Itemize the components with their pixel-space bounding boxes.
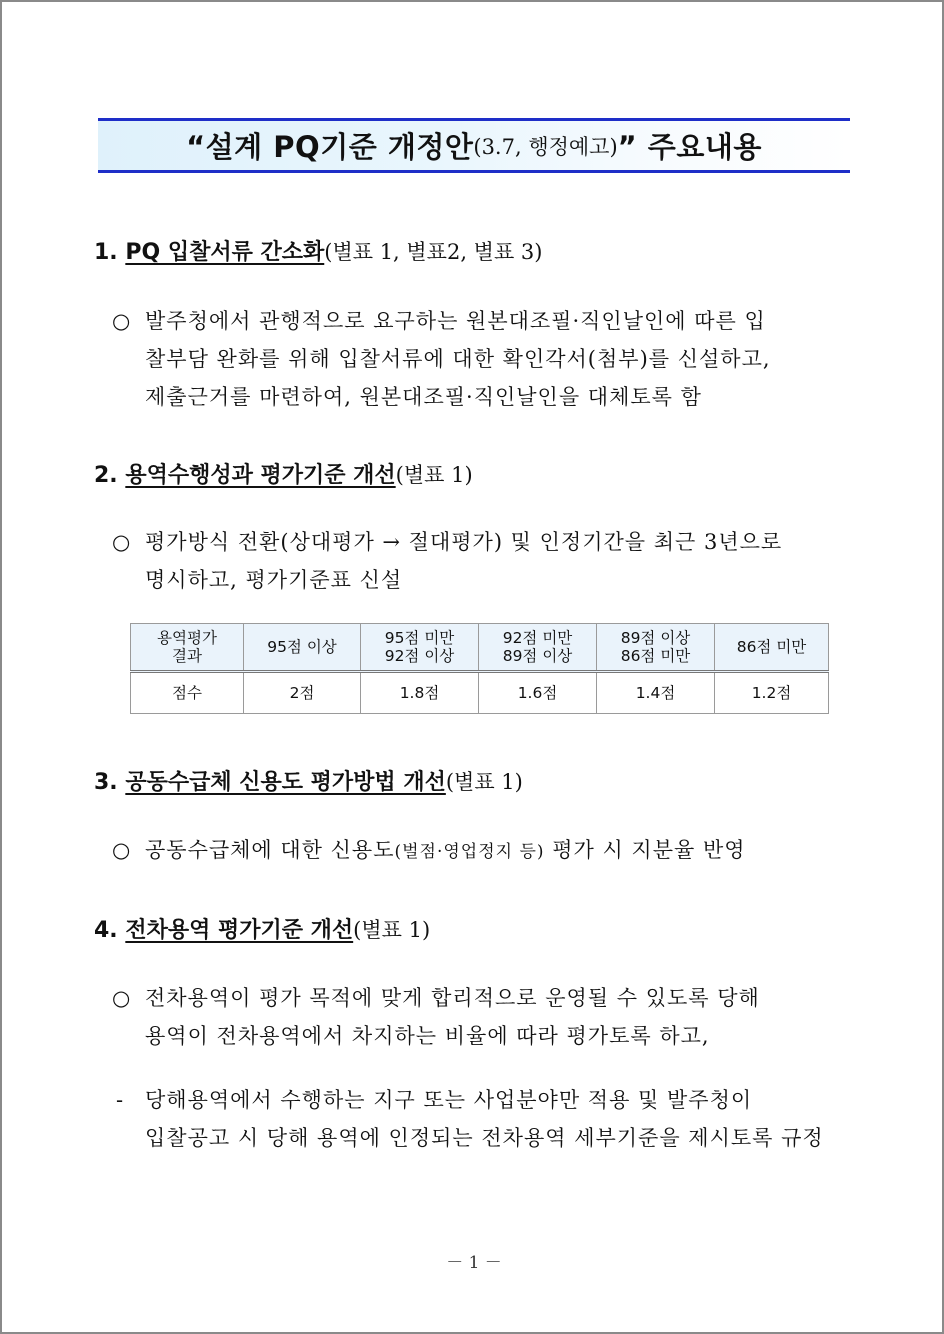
section-reference: (별표 1) xyxy=(445,770,523,794)
section-number: 3. xyxy=(94,770,126,795)
bullet-line: 용역이 전차용역에서 차지하는 비율에 따라 평가토록 하고, xyxy=(145,1024,710,1048)
dash-mark: - xyxy=(116,1088,124,1112)
section-1-bullet xyxy=(112,302,862,416)
bullet-line: 찰부담 완화를 위해 입찰서류에 대한 확인각서(첨부)를 신설하고, xyxy=(145,347,771,371)
bullet-mark: ○ xyxy=(112,530,131,554)
bullet-line: 평가방식 전환(상대평가 → 절대평가) 및 인정기간을 최근 3년으로 xyxy=(145,530,783,554)
table-header-cell: 95점 이상 xyxy=(244,624,361,672)
section-4-bullet xyxy=(112,979,862,1055)
table-header-row xyxy=(131,624,829,672)
table-row xyxy=(131,672,829,714)
bullet-line: 명시하고, 평가기준표 신설 xyxy=(145,568,403,592)
title-suffix: ” 주요내용 xyxy=(617,130,762,164)
table-cell: 1.6점 xyxy=(479,672,597,714)
section-reference: (별표 1) xyxy=(353,918,431,942)
bullet-mark: ○ xyxy=(112,986,131,1010)
table-header-cell: 89점 이상 86점 미만 xyxy=(597,624,715,672)
section-reference: (별표 1) xyxy=(395,463,473,487)
title-note: (3.7, 행정예고) xyxy=(473,134,618,159)
section-title: 전차용역 평가기준 개선 xyxy=(125,918,354,943)
section-title: PQ 입찰서류 간소화 xyxy=(125,240,325,265)
table-cell: 점수 xyxy=(131,672,244,714)
section-4-heading xyxy=(94,913,430,944)
table-cell: 2점 xyxy=(244,672,361,714)
table-header-cell: 용역평가 결과 xyxy=(131,624,244,672)
section-title: 공동수급체 신용도 평가방법 개선 xyxy=(125,770,446,795)
bullet-mark: ○ xyxy=(112,838,131,862)
title-main: “설계 PQ기준 개정안 xyxy=(186,130,474,164)
table-header-cell: 92점 미만 89점 이상 xyxy=(479,624,597,672)
section-2-bullet xyxy=(112,523,862,599)
bullet-line: 공동수급체에 대한 신용도(벌점·영업정지 등) 평가 시 지분율 반영 xyxy=(145,838,746,862)
table-header-cell: 95점 미만 92점 이상 xyxy=(361,624,479,672)
bullet-line: 제출근거를 마련하여, 원본대조필·직인날인을 대체토록 함 xyxy=(145,385,702,409)
section-reference: (별표 1, 별표2, 별표 3) xyxy=(324,240,543,264)
bullet-line: 전차용역이 평가 목적에 맞게 합리적으로 운영될 수 있도록 당해 xyxy=(145,986,760,1010)
table-header-cell: 86점 미만 xyxy=(715,624,829,672)
table-cell: 1.2점 xyxy=(715,672,829,714)
bullet-line: 입찰공고 시 당해 용역에 인정되는 전차용역 세부기준을 제시토록 규정 xyxy=(145,1126,824,1150)
section-number: 4. xyxy=(94,918,126,943)
section-title: 용역수행성과 평가기준 개선 xyxy=(125,463,396,488)
section-3-heading xyxy=(94,765,523,796)
section-number: 1. xyxy=(94,240,126,265)
table-cell: 1.4점 xyxy=(597,672,715,714)
page-number: － 1 － xyxy=(446,1253,502,1273)
section-4-subbullet xyxy=(112,1081,862,1157)
bullet-mark: ○ xyxy=(112,309,131,333)
table-cell: 1.8점 xyxy=(361,672,479,714)
bullet-line: 당해용역에서 수행하는 지구 또는 사업분야만 적용 및 발주청이 xyxy=(145,1088,753,1112)
section-1-heading xyxy=(94,235,543,266)
score-table xyxy=(130,623,829,714)
section-3-bullet xyxy=(112,831,862,871)
title-banner xyxy=(98,118,850,173)
bullet-line: 발주청에서 관행적으로 요구하는 원본대조필·직인날인에 따른 입 xyxy=(145,309,766,333)
section-number: 2. xyxy=(94,463,126,488)
section-2-heading xyxy=(94,458,473,489)
